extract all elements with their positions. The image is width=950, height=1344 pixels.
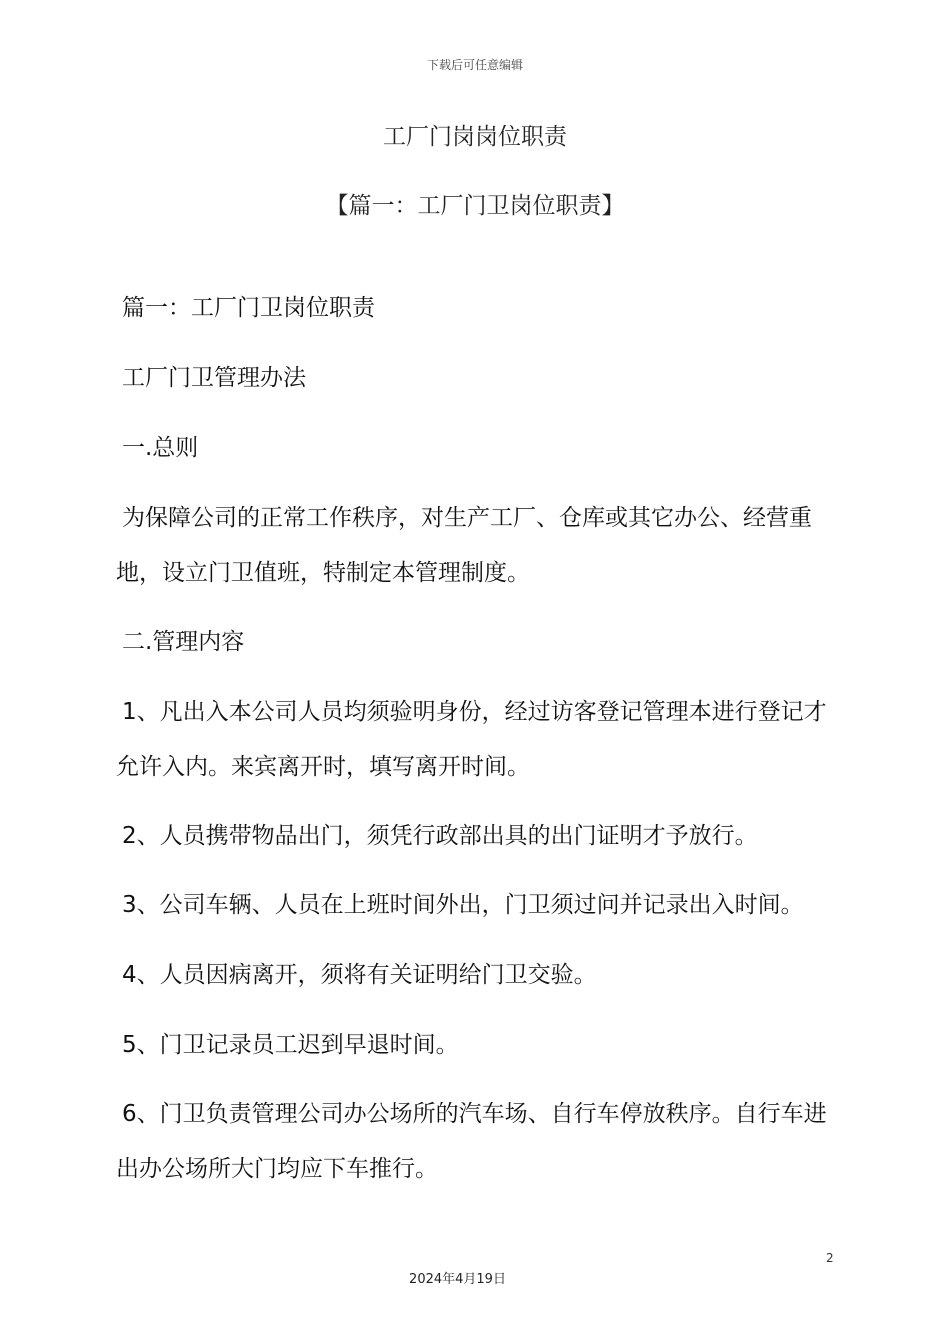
paragraph-line: 3、公司车辆、人员在上班时间外出，门卫须过问并记录出入时间。 <box>122 892 804 918</box>
paragraph-method-heading <box>116 363 836 393</box>
paragraph-line: 4、人员因病离开，须将有关证明给门卫交验。 <box>122 962 597 988</box>
paragraph-general-text <box>116 503 836 588</box>
paragraph-general-heading <box>116 433 836 463</box>
paragraph-section-heading <box>116 293 836 323</box>
paragraph-line: 允许入内。来宾离开时，填写离开时间。 <box>116 754 530 780</box>
paragraph-line: 1、凡出入本公司人员均须验明身份，经过访客登记管理本进行登记才 <box>122 699 827 725</box>
paragraph-line: 为保障公司的正常工作秩序，对生产工厂、仓库或其它办公、经营重 <box>122 505 812 531</box>
paragraph-item-6 <box>116 1099 836 1184</box>
document-subtitle: 【篇一：工厂门卫岗位职责】 <box>325 193 625 219</box>
paragraph-item-4 <box>116 960 836 990</box>
paragraph-item-1 <box>116 697 836 782</box>
paragraph-line: 出办公场所大门均应下车推行。 <box>116 1156 438 1182</box>
paragraph-line: 2、人员携带物品出门，须凭行政部出具的出门证明才予放行。 <box>122 823 758 849</box>
document-title: 工厂门岗岗位职责 <box>383 124 567 150</box>
paragraph-line: 篇一：工厂门卫岗位职责 <box>122 295 375 321</box>
paragraph-item-2 <box>116 821 836 851</box>
page-footer-date: 2024年4月19日 <box>409 1272 506 1287</box>
paragraph-line: 5、门卫记录员工迟到早退时间。 <box>122 1032 459 1058</box>
paragraph-line: 一.总则 <box>122 435 199 461</box>
paragraph-line: 工厂门卫管理办法 <box>122 365 306 391</box>
paragraph-line: 二.管理内容 <box>122 629 245 655</box>
paragraph-item-5 <box>116 1030 836 1060</box>
page-header: 下载后可任意编辑 <box>426 58 523 72</box>
paragraph-line: 地，设立门卫值班，特制定本管理制度。 <box>116 560 530 586</box>
paragraph-management-heading <box>116 627 836 657</box>
paragraph-line: 6、门卫负责管理公司办公场所的汽车场、自行车停放秩序。自行车进 <box>122 1101 827 1127</box>
page-number: 2 <box>826 1251 834 1265</box>
paragraph-item-3 <box>116 890 836 920</box>
